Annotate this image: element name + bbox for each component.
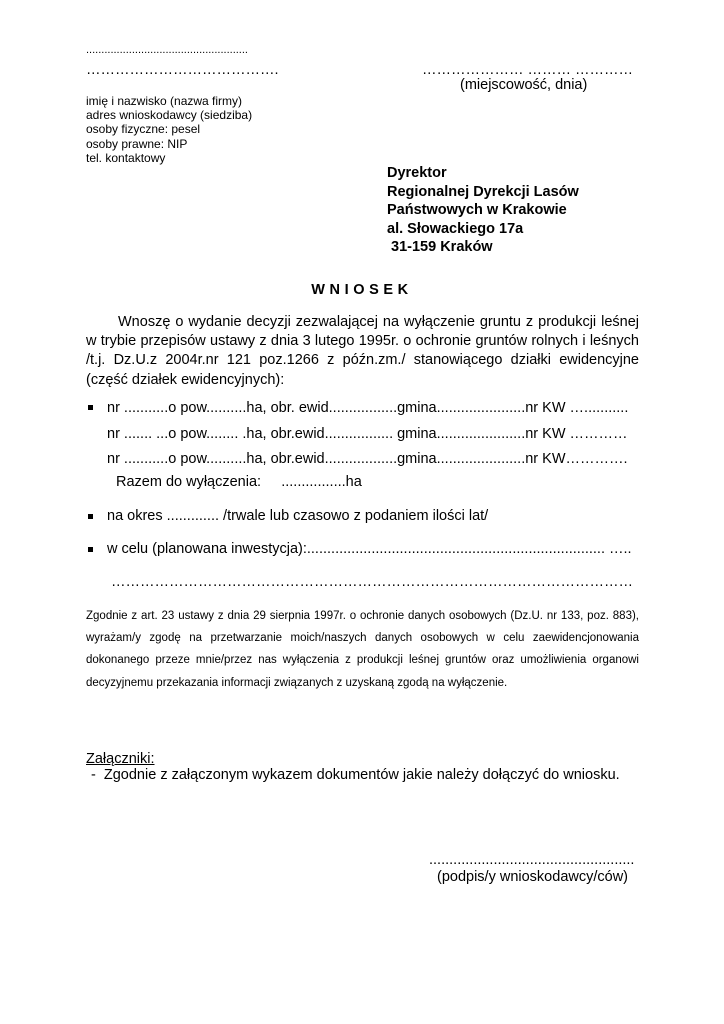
applicant-pesel-label: osoby fizyczne: pesel — [86, 122, 201, 137]
applicant-name-label: imię i nazwisko (nazwa firmy) — [86, 94, 243, 108]
applicant-phone-label: tel. kontaktowy — [86, 150, 166, 165]
plot-row: nr ...........o pow..........ha, obr.ewid..................gmina......................nr KW…………. — [107, 451, 628, 467]
recipient-line: Państwowych w Krakowie — [387, 202, 567, 218]
request-intro-text: Wnoszę o wydanie decyzji zezwalającej na wyłączenie gruntu z produkcji leśnej w trybie przepisów ustawy z dnia 3 lutego 1995r. o ochronie gruntów rolnych i leśnych /t.j. Dz.U.z 2004r.nr 121 poz.1266 z późn.zm./ stanowiącego działki ewidencyjne (część działek ewidencyjnych): — [86, 314, 639, 388]
recipient-line: Dyrektor — [387, 165, 447, 181]
total-area-row: Razem do wyłączenia: ................ha — [116, 474, 362, 490]
applicant-info-block — [86, 94, 252, 165]
plot-row: nr ...........o pow..........ha, obr. ewid.................gmina......................nr KW …........... — [107, 400, 629, 416]
place-date-dots: ………………… ……… ………… — [422, 62, 634, 78]
request-intro-paragraph — [86, 313, 639, 390]
attachments-heading: Załączniki: — [86, 751, 155, 767]
period-row: na okres ............. /trwale lub czasowo z podaniem ilości lat/ — [107, 508, 489, 524]
signature-label: (podpis/y wnioskodawcy/ców) — [437, 869, 628, 885]
applicant-dots-line-2: …………………………………. — [86, 62, 279, 78]
purpose-dots-line: ……………………………………………………………………………………………… — [111, 574, 633, 590]
data-consent-paragraph: Zgodnie z art. 23 ustawy z dnia 29 sierpnia 1997r. o ochronie danych osobowych (Dz.U. nr 133, poz. 883), wyrażam/y zgodę na przetwarzanie moich/naszych danych osobowych w celu zaewidencjonowania dokonanego przeze mnie/przez nas wyłączenia z produkcji leśnej gruntów oraz umożliwienia organowi decyzyjnemu przekazania informacji związanych z uzyskaną zgodą na wyłączenie. — [86, 610, 639, 689]
bullet-square-icon — [88, 405, 93, 410]
document-title: WNIOSEK — [311, 282, 413, 298]
signature-dots-line: ................................................... — [429, 852, 635, 868]
place-date-label: (miejscowość, dnia) — [460, 77, 588, 93]
recipient-line: Regionalnej Dyrekcji Lasów — [387, 183, 579, 200]
recipient-line: al. Słowackiego 17a — [387, 220, 524, 237]
attachments-item: - Zgodnie z załączonym wykazem dokumentów jakie należy dołączyć do wniosku. — [91, 767, 620, 783]
applicant-nip-label: osoby prawne: NIP — [86, 136, 188, 151]
bullet-square-icon — [88, 514, 93, 519]
recipient-address-block — [387, 164, 579, 257]
recipient-line: 31-159 Kraków — [387, 239, 493, 255]
applicant-address-label: adres wnioskodawcy (siedziba) — [86, 108, 253, 123]
bullet-square-icon — [88, 547, 93, 552]
purpose-row: w celu (planowana inwestycja):.......................................................................... ….. — [107, 541, 632, 557]
plot-row: nr ....... ...o pow........ .ha, obr.ewid................. gmina......................nr KW ………… — [107, 426, 628, 442]
applicant-dots-line-1: ..................................................... — [86, 44, 248, 56]
